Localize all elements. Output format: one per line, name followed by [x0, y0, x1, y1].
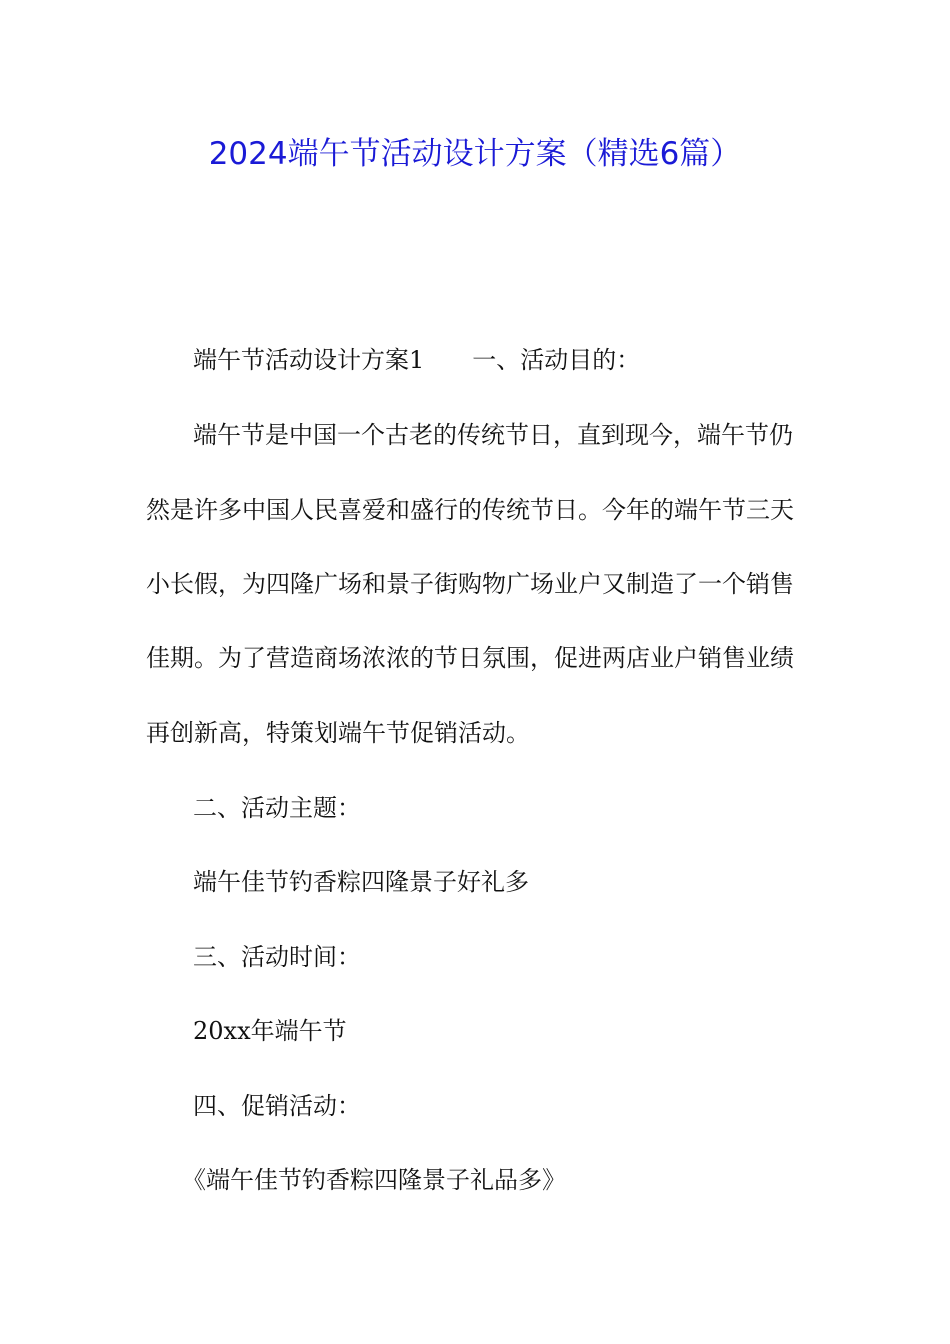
section-2-body: 端午佳节钓香粽四隆景子好礼多: [193, 868, 529, 896]
paragraph-1-line-5: 再创新高，特策划端午节促销活动。: [146, 719, 530, 747]
section-4-title: 四、促销活动：: [193, 1092, 361, 1120]
paragraph-1-line-4: 佳期。为了营造商场浓浓的节日氛围，促进两店业户销售业绩: [146, 644, 794, 672]
section-3-title: 三、活动时间：: [193, 943, 361, 971]
paragraph-1-line-1: 端午节是中国一个古老的传统节日，直到现今，端午节仍: [193, 421, 793, 449]
section-4-body: 《端午佳节钓香粽四隆景子礼品多》: [182, 1166, 566, 1194]
section-2-title: 二、活动主题：: [193, 794, 361, 822]
section-1-title: 一、活动目的：: [472, 346, 641, 374]
paragraph-1-line-2: 然是许多中国人民喜爱和盛行的传统节日。今年的端午节三天: [146, 496, 794, 524]
plan-heading: 端午节活动设计方案1: [193, 346, 425, 374]
paragraph-1-line-3: 小长假，为四隆广场和景子街购物广场业户又制造了一个销售: [146, 570, 794, 598]
section-3-body: 20xx年端午节: [193, 1017, 347, 1045]
plan-heading-line: [193, 340, 853, 380]
document-title: 2024端午节活动设计方案（精选6篇）: [208, 136, 742, 172]
